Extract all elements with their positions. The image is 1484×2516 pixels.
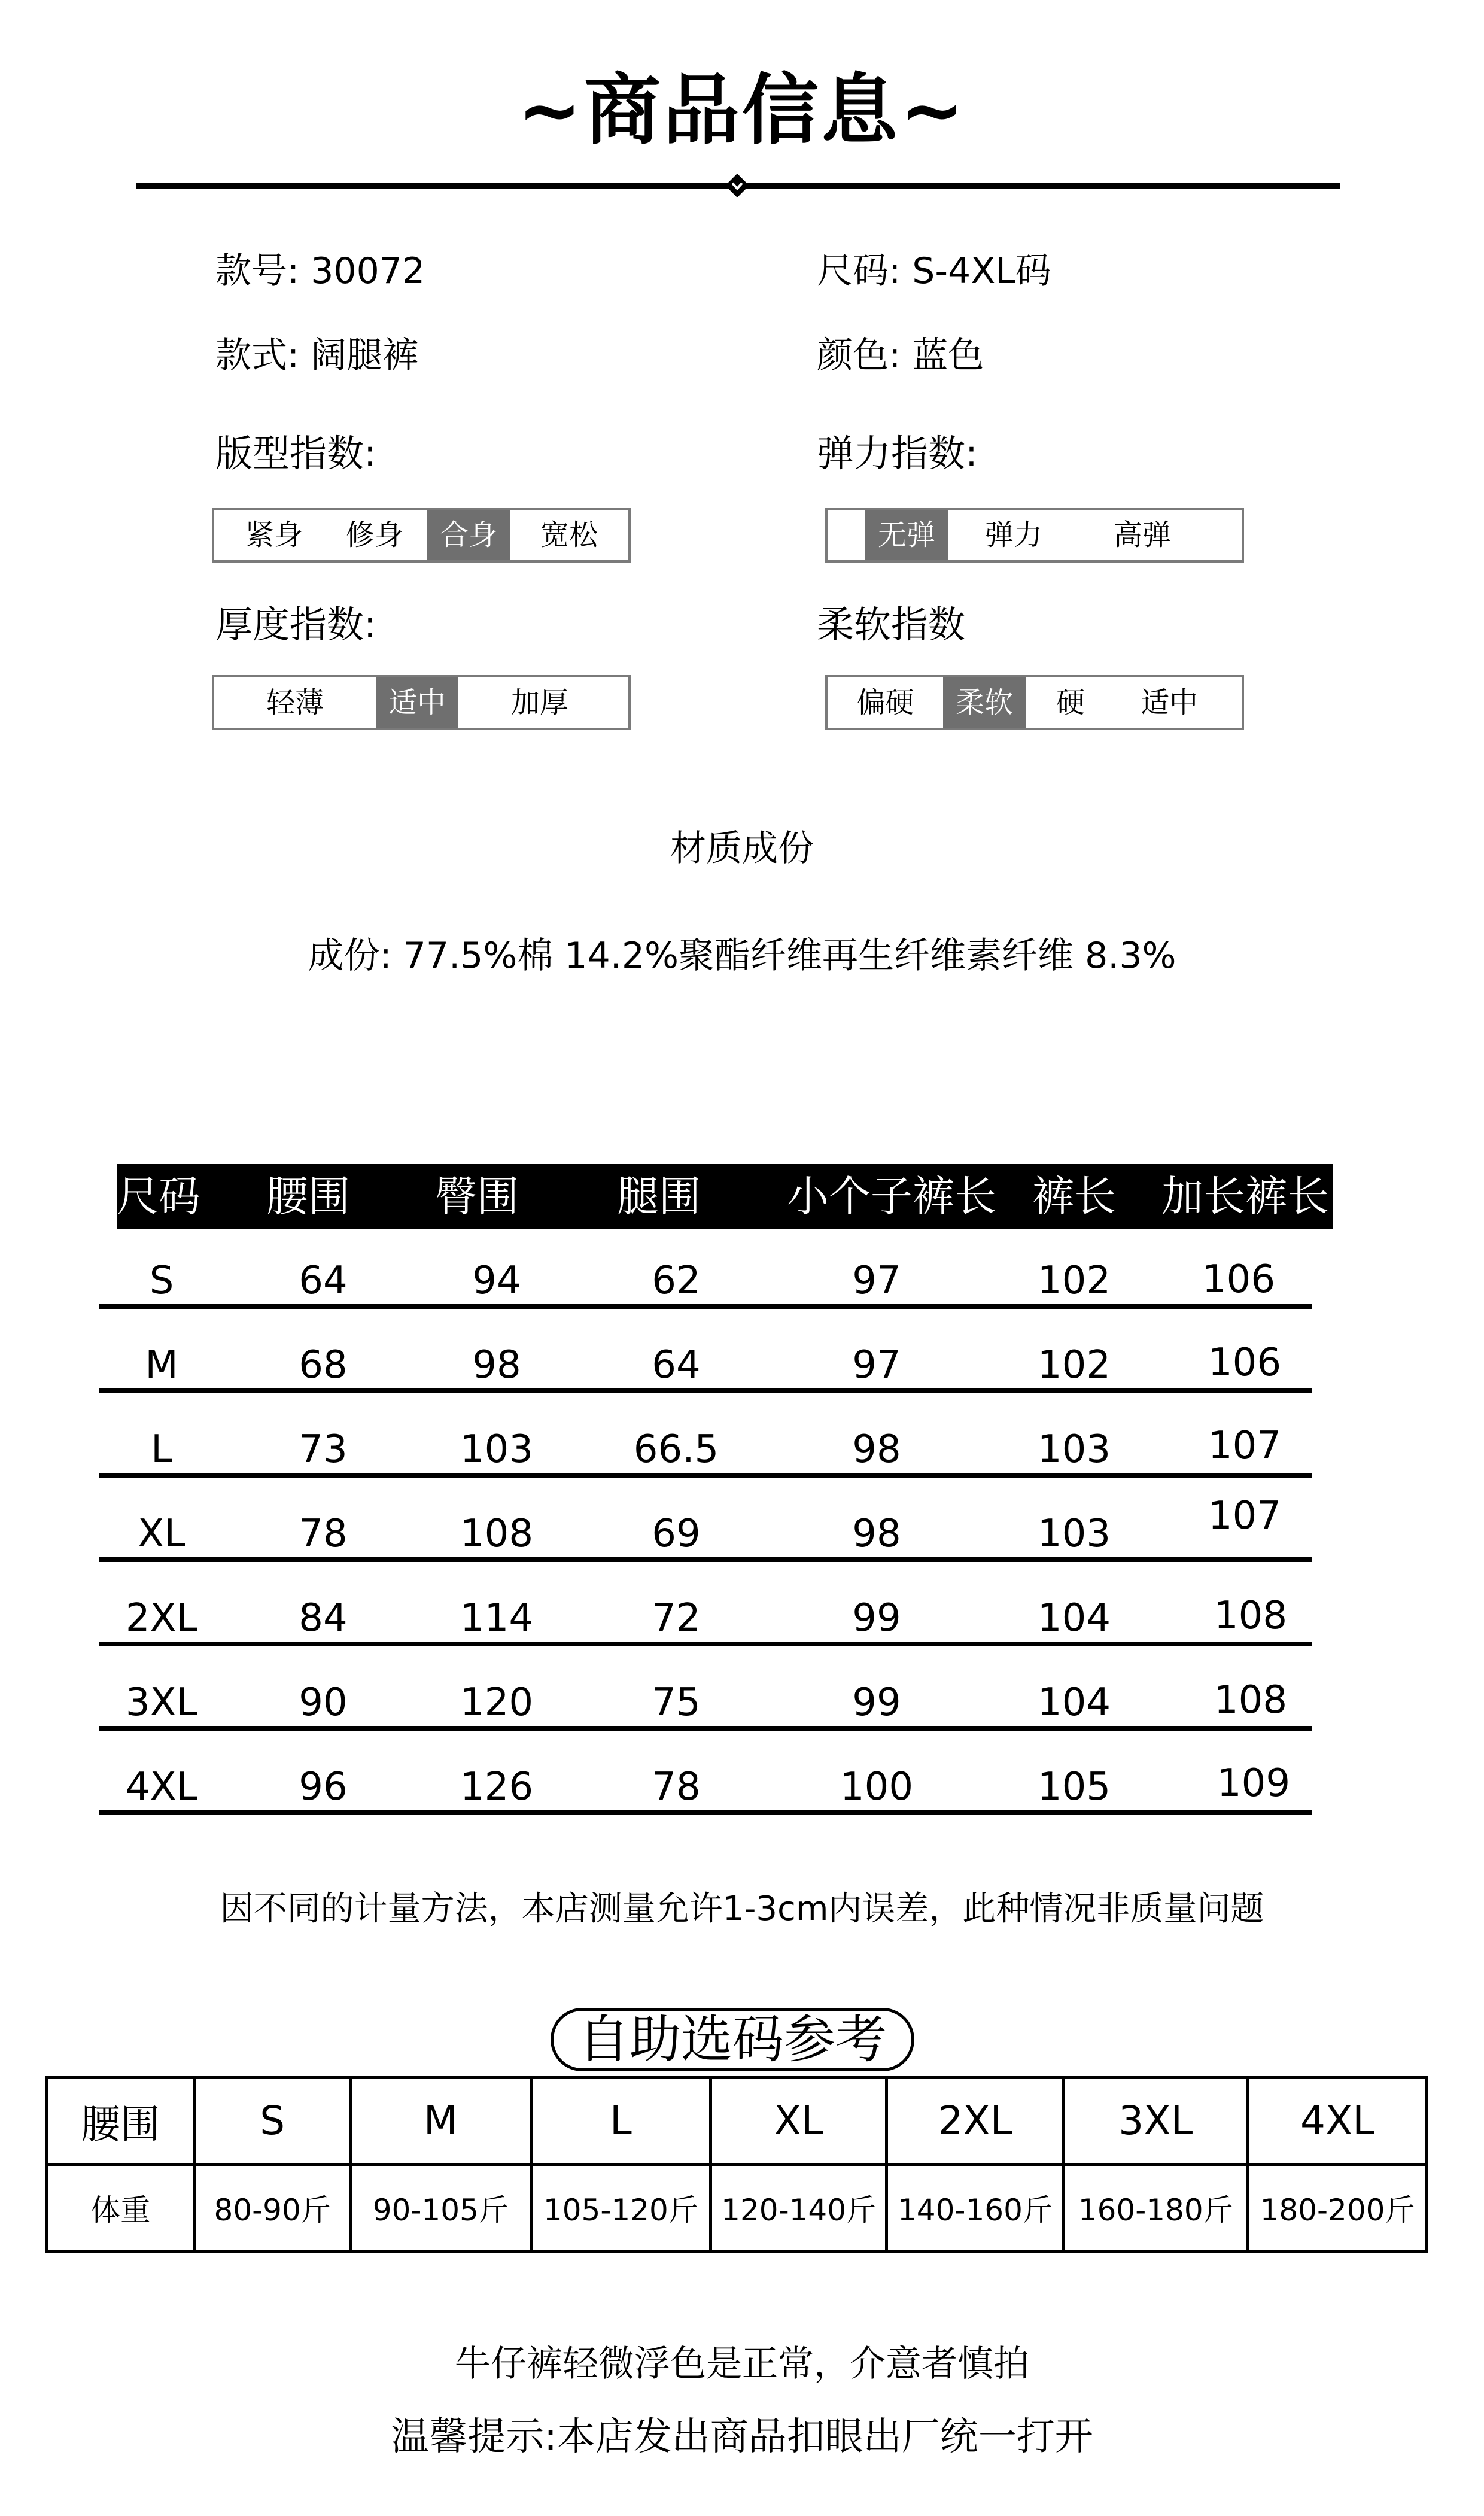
guide-weight-m: 90-105斤 (350, 2164, 531, 2251)
softness-option-soft-selected: 柔软 (943, 677, 1026, 728)
page-title: ~商品信息~ (517, 66, 967, 155)
guide-size-2xl: 2XL (887, 2077, 1063, 2165)
thickness-index-label: 厚度指数: (215, 603, 376, 646)
col-hip: 臀围 (435, 1172, 519, 1221)
col-length: 裤长 (1032, 1172, 1116, 1221)
footer-color-note: 牛仔裤轻微浮色是正常，介意者慎拍 (455, 2343, 1029, 2385)
cell-petite-length: 97 (852, 1259, 901, 1303)
cell-size: M (145, 1343, 178, 1387)
table-row (99, 1475, 1312, 1560)
garment-type-label: 款式: (215, 335, 300, 376)
elasticity-option-blank (828, 510, 865, 560)
weight-row (47, 2164, 1427, 2251)
row-rule (99, 1810, 1312, 1815)
elasticity-index-scale (825, 508, 1244, 563)
guide-weight-xl: 120-140斤 (710, 2164, 887, 2251)
guide-size-3xl: 3XL (1063, 2077, 1248, 2165)
fit-option-tight: 紧身 (245, 518, 303, 552)
garment-type (215, 332, 418, 379)
thickness-option-thick: 加厚 (510, 686, 568, 719)
cell-thigh: 72 (652, 1596, 701, 1640)
style-number-value: 30072 (311, 250, 425, 292)
footer-buttonhole-note: 温馨提示:本店发出商品扣眼出厂统一打开 (391, 2415, 1093, 2459)
fit-option-slim: 修身 (345, 518, 403, 552)
size-range-label: 尺码: (817, 250, 901, 292)
table-row (99, 1306, 1312, 1391)
thickness-index-scale (212, 675, 631, 730)
cell-size: 2XL (125, 1596, 198, 1640)
cell-long-length: 106 (1202, 1257, 1276, 1302)
size-table-header (117, 1164, 1333, 1229)
cell-long-length: 109 (1217, 1761, 1291, 1806)
size-guide-table (45, 2076, 1428, 2253)
style-number-label: 款号: (215, 250, 300, 292)
size-range-value: S-4XL码 (912, 250, 1051, 292)
cell-waist: 96 (299, 1765, 348, 1809)
diamond-ornament-icon (724, 172, 750, 199)
elasticity-option-high: 高弹 (1113, 518, 1171, 552)
garment-color-label: 颜色: (817, 335, 901, 376)
cell-long-length: 107 (1208, 1424, 1282, 1468)
garment-color-value: 蓝色 (912, 335, 984, 376)
elasticity-option-none-selected: 无弹 (865, 510, 948, 560)
cell-long-length: 106 (1208, 1341, 1282, 1385)
cell-length: 103 (1037, 1512, 1111, 1556)
guide-weight-2xl: 140-160斤 (887, 2164, 1063, 2251)
cell-petite-length: 98 (852, 1427, 901, 1472)
guide-weight-3xl: 160-180斤 (1063, 2164, 1248, 2251)
cell-size: 4XL (125, 1765, 198, 1809)
waist-row (47, 2077, 1427, 2165)
fit-index-label: 版型指数: (215, 432, 376, 475)
guide-size-s: S (194, 2077, 350, 2165)
col-petite-length: 小个子裤长 (787, 1172, 996, 1221)
cell-petite-length: 99 (852, 1681, 901, 1725)
col-thigh: 腿围 (617, 1172, 701, 1221)
table-row (99, 1391, 1312, 1475)
cell-length: 104 (1037, 1681, 1111, 1725)
softness-option-stiff: 偏硬 (856, 686, 914, 719)
cell-thigh: 69 (652, 1512, 701, 1556)
guide-size-4xl: 4XL (1248, 2077, 1427, 2165)
guide-size-m: M (350, 2077, 531, 2165)
guide-weight-s: 80-90斤 (194, 2164, 350, 2251)
cell-petite-length: 99 (852, 1596, 901, 1640)
col-size: 尺码 (117, 1172, 200, 1221)
cell-waist: 78 (299, 1512, 348, 1556)
cell-hip: 94 (472, 1259, 521, 1303)
cell-size: 3XL (125, 1681, 198, 1725)
table-row (99, 1222, 1312, 1306)
thickness-option-light: 轻薄 (266, 686, 324, 719)
waist-row-label: 腰围 (47, 2077, 195, 2165)
guide-weight-l: 105-120斤 (531, 2164, 711, 2251)
table-row (99, 1644, 1312, 1728)
cell-waist: 73 (299, 1427, 348, 1472)
cell-waist: 64 (299, 1259, 348, 1303)
cell-hip: 98 (472, 1343, 521, 1387)
cell-long-length: 107 (1208, 1494, 1282, 1538)
cell-long-length: 108 (1214, 1594, 1288, 1638)
cell-length: 104 (1037, 1596, 1111, 1640)
cell-length: 102 (1037, 1343, 1111, 1387)
material-heading: 材质成份 (670, 828, 814, 870)
guide-size-l: L (531, 2077, 711, 2165)
cell-thigh: 66.5 (633, 1427, 719, 1472)
cell-hip: 103 (460, 1427, 534, 1472)
material-composition: 成份: 77.5%棉 14.2%聚酯纤维再生纤维素纤维 8.3% (308, 935, 1176, 977)
cell-hip: 108 (460, 1512, 534, 1556)
style-number (215, 247, 425, 295)
cell-hip: 126 (460, 1765, 534, 1809)
cell-length: 102 (1037, 1259, 1111, 1303)
cell-waist: 90 (299, 1681, 348, 1725)
softness-index-scale (825, 675, 1244, 730)
cell-petite-length: 100 (840, 1765, 914, 1809)
softness-index-label: 柔软指数 (817, 603, 966, 646)
guide-size-xl: XL (710, 2077, 887, 2165)
table-row (99, 1728, 1312, 1813)
cell-waist: 84 (299, 1596, 348, 1640)
size-range (817, 247, 1051, 295)
cell-hip: 114 (460, 1596, 534, 1640)
garment-type-value: 阔腿裤 (311, 335, 419, 376)
guide-weight-4xl: 180-200斤 (1248, 2164, 1427, 2251)
col-long-length: 加长裤长 (1161, 1172, 1329, 1221)
fit-index-scale (212, 508, 631, 563)
cell-petite-length: 98 (852, 1512, 901, 1556)
cell-length: 105 (1037, 1765, 1111, 1809)
cell-hip: 120 (460, 1681, 534, 1725)
fit-option-loose: 宽松 (540, 518, 598, 552)
elasticity-option-stretch: 弹力 (984, 518, 1042, 552)
table-row (99, 1560, 1312, 1644)
fit-option-regular-selected: 合身 (427, 510, 510, 560)
softness-option-moderate: 适中 (1140, 686, 1198, 719)
cell-long-length: 108 (1214, 1678, 1288, 1722)
garment-color (817, 332, 984, 379)
cell-length: 103 (1037, 1427, 1111, 1472)
cell-petite-length: 97 (852, 1343, 901, 1387)
cell-thigh: 62 (652, 1259, 701, 1303)
softness-option-hard: 硬 (1056, 686, 1085, 719)
cell-thigh: 78 (652, 1765, 701, 1809)
cell-thigh: 75 (652, 1681, 701, 1725)
thickness-option-medium-selected: 适中 (376, 677, 458, 728)
measurement-note: 因不同的计量方法，本店测量允许1-3cm内误差，此种情况非质量问题 (220, 1889, 1264, 1928)
weight-row-label: 体重 (47, 2164, 195, 2251)
elasticity-index-label: 弹力指数: (817, 432, 978, 475)
col-waist: 腰围 (266, 1172, 350, 1221)
size-guide-title: 自助选码参考 (551, 2008, 914, 2071)
cell-waist: 68 (299, 1343, 348, 1387)
cell-thigh: 64 (652, 1343, 701, 1387)
cell-size: S (149, 1259, 174, 1303)
cell-size: L (151, 1427, 172, 1472)
cell-size: XL (138, 1512, 186, 1556)
